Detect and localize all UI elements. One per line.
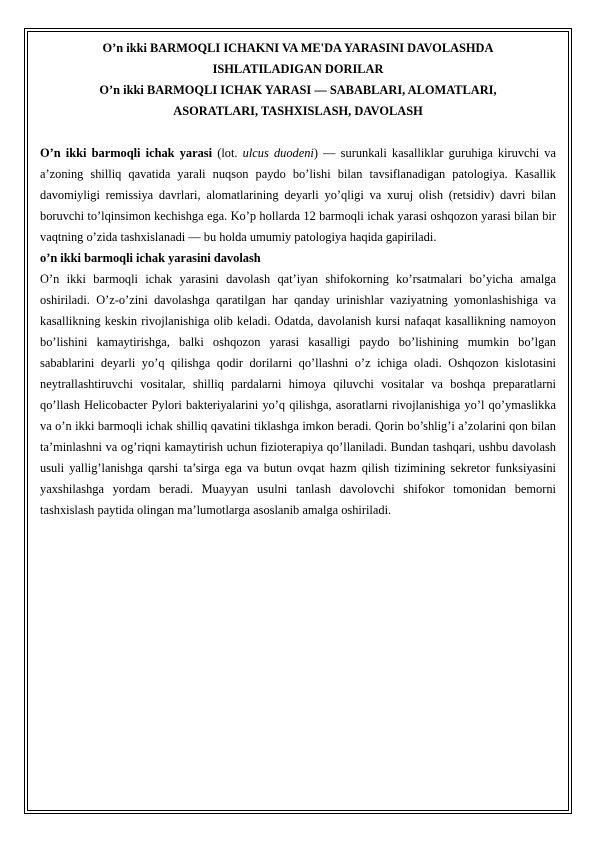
- subtitle-line-2: ASORATLARI, TASHXISLASH, DAVOLASH: [173, 104, 423, 118]
- document-title: [40, 38, 556, 80]
- title-line-2: ISHLATILADIGAN DORILAR: [212, 62, 384, 76]
- subtitle-line-1: O’n ikki BARMOQLI ICHAK YARASI — SABABLARI, ALOMATLARI,: [99, 83, 497, 97]
- document-subtitle: [40, 80, 556, 122]
- intro-body: ) — surunkali kasalliklar guruhiga kiruvchi va a’zoning shilliq qavatida yarali nuqson paydo bo’lishi bilan tavsiflanadigan patologiya. Kasallik davomiyligi remissiya davrlari, alomatlarining deyarli yo’qligi va xuruj olish (retsidiv) davri bilan boruvchi to’lqinsimon kechishga ega. Ko’p hollarda 12 barmoqli ichak yarasi oshqozon yarasi bilan bir vaqtning o’zida tashxislanadi — bu holda umumiy patologiya haqida gapiriladi.: [40, 146, 556, 244]
- intro-latin-term: ulcus duodeni: [242, 146, 314, 160]
- section-body: O’n ikki barmoqli ichak yarasini davolash qat’iyan shifokorning ko’rsatmalari bo’yicha amalga oshiriladi. O’z-o’zini davolashga qaratilgan har qanday urinishlar vaziyatning yomonlashishiga va kasallikning keskin rivojlanishiga olib keladi. Odatda, davolanish kursi nafaqat kasallikning namoyon bo’lishini kamaytirishga, balki oshqozon yarasi kasalligi paydo bo’lishining mumkin bo’lgan sabablarini deyarli yo’q qilishga qodir dorilarni qo’llashni o’z ichiga oladi. Oshqozon kislotasini neytrallashtiruvchi vositalar, shilliq pardalarni himoya qiluvchi vositalar va boshqa preparatlarni qo’llash Helicobacter Pylori bakteriyalarini yo’q qilishga, asoratlarni rivojlanishiga yo’l qo’ymaslikka va o’n ikki barmoqli ichak shilliq qavatini tiklashga imkon beradi. Qorin bo’shlig’i a’zolarini qon bilan ta’minlashni va og’riqni kamaytirish uchun fizioterapiya qo’llaniladi. Bundan tashqari, ushbu davolash usuli yallig’lanishga qarshi ta’sirga ega va butun ovqat hazm qilish tizimining sekretor funksiyasini yaxshilashga yordam beradi. Muayyan usulni tanlash davolovchi shifokor tomonidan bemorni tashxislash paytida olingan ma’lumotlarga asoslanib amalga oshiriladi.: [40, 272, 556, 517]
- intro-paragraph: [40, 143, 556, 248]
- section-heading: o’n ikki barmoqli ichak yarasini davolash: [40, 251, 261, 265]
- intro-term: O’n ikki barmoqli ichak yarasi: [40, 146, 213, 160]
- spacer: [40, 122, 556, 143]
- title-line-1: O’n ikki BARMOQLI ICHAKNI VA ME'DA YARASINI DAVOLASHDA: [102, 41, 494, 55]
- intro-latin-prefix: (lot.: [212, 146, 238, 160]
- document-content: [40, 38, 556, 521]
